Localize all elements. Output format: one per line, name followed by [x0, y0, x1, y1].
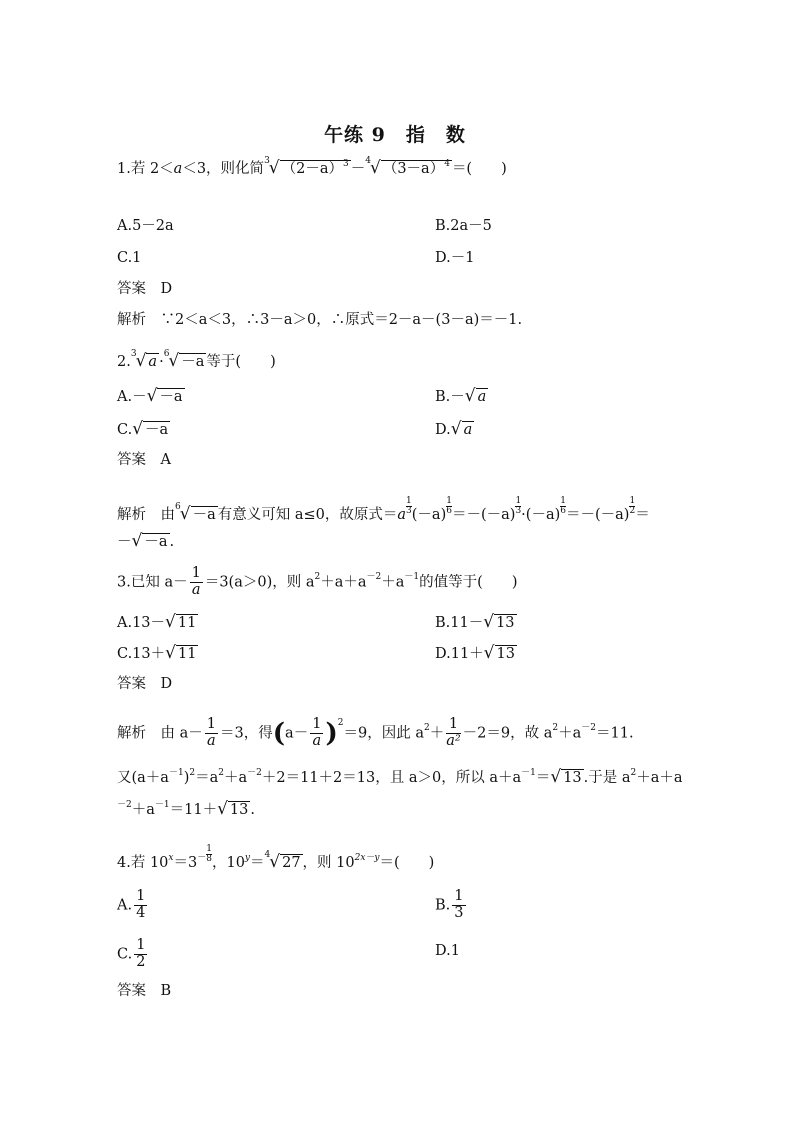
q3-an1-paren-den: a — [312, 732, 322, 749]
q2-dot: · — [159, 354, 164, 370]
q3-an2-s6: 2 — [630, 768, 637, 778]
q2-analysis-index: 6 — [175, 502, 181, 512]
q3-an2-s4: －2 — [247, 768, 262, 778]
q2-analysis-radicand: －a — [192, 507, 216, 523]
q2-exp-1-3-den: 3 — [406, 506, 412, 516]
q3-opt-b-prefix: B.11－ — [435, 615, 484, 631]
q3-stem-a: 3.已知 a－ — [117, 574, 188, 591]
q4-opt-c-fraction — [134, 938, 147, 971]
q1-root1-exp: 3 — [343, 159, 349, 169]
q3-an1-paren-fraction — [310, 717, 323, 750]
q3-an1-paren-exp: 2 — [337, 718, 344, 729]
q3-an2-f: ＝ — [535, 770, 551, 786]
q2-term-6: ＝ — [635, 507, 650, 523]
q3-option-b — [435, 614, 517, 631]
q1-option-a: A.5－2a — [117, 218, 174, 234]
q3-an3-a: ＋a — [131, 802, 155, 818]
right-paren-icon: ) — [325, 718, 338, 749]
q3-an1-g-num: 1 — [446, 717, 460, 734]
q4-opt-a-den: 4 — [136, 904, 146, 921]
q2-answer: 答案 A — [117, 452, 171, 468]
q3-an3-c: . — [250, 802, 255, 818]
q2-opt-d-radical: √ a — [450, 419, 473, 439]
q4-sup-x: x — [168, 853, 174, 863]
q4-stem-f: ＝( ) — [379, 855, 435, 871]
q1-var: a — [173, 161, 183, 177]
q3-option-a — [117, 614, 198, 631]
q3-an2-radical: √ 13 — [550, 767, 582, 787]
q3-an1-g: ＝11. — [596, 725, 634, 742]
q3-an1-supm2: －2 — [581, 723, 597, 734]
q3-opt-a-prefix: A.13－ — [117, 615, 166, 631]
q3-opt-b-radical: √ 13 — [483, 612, 515, 632]
q2-opt-c-prefix: C. — [117, 422, 133, 438]
q3-stem-e: 的值等于( ) — [419, 574, 518, 591]
q3-an3-b: ＝11＋ — [169, 802, 218, 818]
q3-an1-c: ＝9，因此 a — [343, 725, 424, 742]
q4-opt-a-num: 1 — [136, 888, 146, 904]
q1-stem-suffix: ＝( ) — [451, 161, 507, 177]
q2-exp-1-3b-num: 1 — [515, 496, 522, 506]
q3-an1-frac-num: 1 — [206, 716, 216, 732]
q1-root2-index: 4 — [365, 156, 371, 166]
q3-an2-radicand: 13 — [563, 770, 582, 786]
page-title: 午练 9 指 数 — [324, 124, 466, 146]
q2-option-b — [435, 388, 488, 405]
q3-an2-d: ＋a — [223, 770, 248, 786]
q2-exp-1-2-den: 2 — [629, 506, 636, 516]
q3-stem-d: ＋a — [381, 574, 405, 591]
q4-stem-b: ＝3 — [173, 855, 198, 871]
q2-analysis-line-2 — [117, 533, 174, 550]
q4-stem-e: ，则 10 — [302, 855, 355, 871]
q2-opt-b-radicand: a — [477, 389, 487, 405]
q2-analysis-mid: 有意义可知 a≤0，故原式＝ — [217, 507, 398, 523]
q3-stem-c: ＋a＋a — [320, 574, 367, 591]
q1-stem-mid: ＜3，则化简 — [182, 161, 265, 177]
q2-option-a — [117, 388, 185, 405]
q3-an2-e: ＋2＝11＋2＝13，且 a＞0，所以 a＋a — [261, 770, 522, 786]
q1-option-c: C.1 — [117, 250, 142, 266]
q3-an3-radicand: 13 — [229, 802, 249, 818]
q3-analysis-line-3 — [117, 801, 255, 818]
q1-root1-body: （2－a） — [281, 161, 344, 177]
q4-stem-a: 4.若 10 — [117, 855, 169, 871]
q4-sup-neg: － — [197, 853, 207, 863]
q3-sup-2: 2 — [314, 572, 321, 583]
q1-minus: － — [350, 161, 366, 177]
q2-exp-1-6-den: 6 — [446, 506, 452, 516]
q3-fraction — [190, 566, 203, 599]
q4-opt-b-den: 3 — [454, 904, 464, 921]
q3-opt-d-radical: √ 13 — [483, 643, 515, 663]
q2-term-5: ＝－(－a) — [565, 507, 630, 523]
q1-stem-prefix: 1.若 2＜ — [117, 161, 174, 177]
question-4-stem — [117, 845, 434, 871]
q3-sup-m2: －2 — [366, 572, 382, 583]
q3-an2-a: 又(a＋a — [117, 770, 169, 786]
q2-radicand-a: a — [148, 354, 158, 370]
q2-line2-radical: √ －a — [131, 531, 168, 551]
q4-exp-den: 8 — [206, 854, 212, 864]
q2-line2-suffix: . — [169, 534, 175, 550]
q3-an2-b: ) — [183, 770, 190, 786]
q2-opt-a-radicand: －a — [159, 389, 183, 405]
q3-an1-e: －2＝9，故 a — [462, 725, 553, 742]
q2-term-4: ·(－a) — [521, 507, 561, 523]
q4-opt-c-label: C. — [117, 946, 133, 963]
q4-opt-a-fraction — [134, 889, 147, 922]
q1-radical-1: √ $(2-a)^3$ — [268, 158, 349, 178]
q2-opt-d-prefix: D. — [435, 422, 451, 438]
q2-exp-1-6b-den: 6 — [560, 506, 566, 516]
q2-stem-suffix: 等于( ) — [206, 354, 276, 370]
q3-an1-sup2: 2 — [423, 723, 430, 734]
q3-an2-s3: 2 — [218, 768, 224, 778]
q3-an1-g-den: a² — [446, 732, 461, 749]
q3-opt-d-radicand: 13 — [496, 646, 515, 662]
q2-exp-1-3b-den: 3 — [515, 506, 522, 516]
q4-radical-27: √ 27 — [269, 852, 301, 872]
q3-analysis-line-2 — [117, 769, 683, 786]
q2-exp-1-6-num: 1 — [446, 496, 452, 506]
q3-an1-sup2b: 2 — [552, 723, 559, 734]
q2-line2-prefix: － — [117, 534, 132, 550]
q3-an2-s2: 2 — [189, 768, 196, 778]
q2-opt-a-prefix: A.－ — [117, 389, 147, 405]
q3-an1-f: ＋a — [558, 725, 582, 742]
q2-radical-a: √ a — [135, 351, 158, 371]
q3-an1-frac-den: a — [207, 732, 216, 749]
q1-analysis: 解析 ∵2＜a＜3，∴3－a＞0，∴原式＝2－a－(3－a)＝－1. — [117, 312, 523, 328]
q2-line2-radicand: －a — [144, 534, 168, 550]
q4-index-4: 4 — [264, 850, 271, 860]
q3-an1-a: 解析 由 a－ — [117, 725, 203, 742]
q4-opt-b-num: 1 — [454, 888, 464, 904]
q2-opt-b-prefix: B.－ — [435, 389, 465, 405]
q4-option-b — [435, 889, 468, 922]
q2-option-c — [117, 421, 170, 438]
q3-an1-fraction — [205, 717, 218, 750]
q2-num: 2. — [117, 354, 131, 370]
q2-term-1: a — [397, 507, 407, 523]
q2-option-d — [435, 421, 474, 438]
q4-stem-c: ，10 — [211, 855, 245, 871]
q4-stem-d: ＝ — [250, 855, 265, 871]
q3-opt-c-prefix: C.13＋ — [117, 646, 166, 662]
q3-analysis-line-1 — [117, 717, 634, 750]
left-paren-icon: ( — [272, 718, 286, 749]
q2-analysis-radical: √ －a — [179, 504, 216, 524]
q3-an1-paren-a: a－ — [285, 725, 309, 742]
q3-sup-m1: －1 — [404, 572, 420, 583]
q3-opt-c-radicand: 11 — [177, 646, 197, 662]
q1-option-b: B.2a－5 — [435, 218, 492, 234]
q1-root2-body: （3－a） — [382, 161, 445, 177]
q3-option-c — [117, 645, 198, 662]
q1-radical-2: √ $(3-a)^4$ — [369, 158, 450, 178]
q3-an2-s5: －1 — [521, 768, 536, 778]
q3-an2-g: .于是 a — [583, 770, 631, 786]
q3-opt-c-radical: √ 11 — [165, 643, 197, 663]
q4-opt-c-den: 2 — [136, 953, 146, 970]
q3-frac-den: a — [191, 581, 201, 598]
q2-opt-a-radical: √ －a — [146, 386, 183, 406]
q3-an3-radical: √ 13 — [217, 799, 249, 819]
q3-stem-b: ＝3(a＞0)，则 a — [204, 574, 315, 591]
q4-option-c — [117, 938, 149, 971]
q2-radicand-neg-a: －a — [181, 354, 205, 370]
q4-sup-2xy: 2x－y — [354, 853, 380, 863]
q2-term-3: ＝－(－a) — [451, 507, 516, 523]
q3-an3-s1: －2 — [117, 800, 132, 810]
q3-an3-s2: －1 — [154, 800, 170, 810]
q3-opt-b-radicand: 13 — [496, 615, 515, 631]
q4-option-a — [117, 889, 149, 922]
q4-sup-y: y — [244, 853, 251, 863]
q3-an2-c: ＝a — [195, 770, 219, 786]
q3-option-d — [435, 645, 517, 662]
q3-an1-paren-num: 1 — [312, 716, 322, 732]
q4-radicand-27: 27 — [282, 855, 301, 871]
q3-opt-d-prefix: D.11＋ — [435, 646, 484, 662]
q3-an1-fraction-2 — [446, 717, 460, 750]
q2-opt-c-radical: √ －a — [132, 419, 169, 439]
q1-root1-index: 3 — [264, 156, 270, 166]
q2-opt-d-radicand: a — [463, 422, 473, 438]
q3-frac-num: 1 — [191, 565, 201, 581]
q2-exp-1-6b-num: 1 — [560, 496, 566, 506]
q3-an1-b: ＝3，得 — [220, 725, 273, 742]
q2-analysis-line-1 — [117, 497, 650, 523]
q2-opt-b-radical: √ a — [464, 386, 487, 406]
q2-term-2: (－a) — [411, 507, 447, 523]
q2-exp-1-2-num: 1 — [629, 496, 636, 506]
q1-option-d: D.－1 — [435, 250, 475, 266]
question-1-stem — [117, 156, 507, 178]
q4-option-d: D.1 — [435, 943, 460, 959]
question-2-stem — [117, 349, 276, 371]
q2-index-3: 3 — [130, 349, 137, 359]
q2-radical-neg-a: √ －a — [168, 351, 205, 371]
q3-an2-h: ＋a＋a — [636, 770, 683, 786]
q4-exp-num: 1 — [206, 844, 212, 854]
q4-opt-c-num: 1 — [136, 937, 146, 953]
q2-analysis-prefix: 解析 由 — [117, 507, 175, 523]
q1-root2-exp: 4 — [444, 159, 450, 169]
q3-opt-a-radical: √ 11 — [165, 612, 197, 632]
q3-opt-a-radicand: 11 — [177, 615, 197, 631]
q2-opt-c-radicand: －a — [145, 422, 169, 438]
q3-an1-d: ＋ — [429, 725, 445, 742]
q1-answer: 答案 D — [117, 281, 173, 297]
q4-opt-b-label: B. — [435, 897, 451, 914]
q2-exp-1-3-num: 1 — [406, 496, 412, 506]
q4-opt-a-label: A. — [117, 897, 133, 914]
q2-index-6: 6 — [163, 349, 170, 359]
question-3-stem — [117, 566, 517, 599]
q3-answer: 答案 D — [117, 676, 173, 692]
q3-an2-s1: －1 — [168, 768, 184, 778]
q4-opt-b-fraction — [452, 889, 465, 922]
q4-answer: 答案 B — [117, 983, 172, 999]
